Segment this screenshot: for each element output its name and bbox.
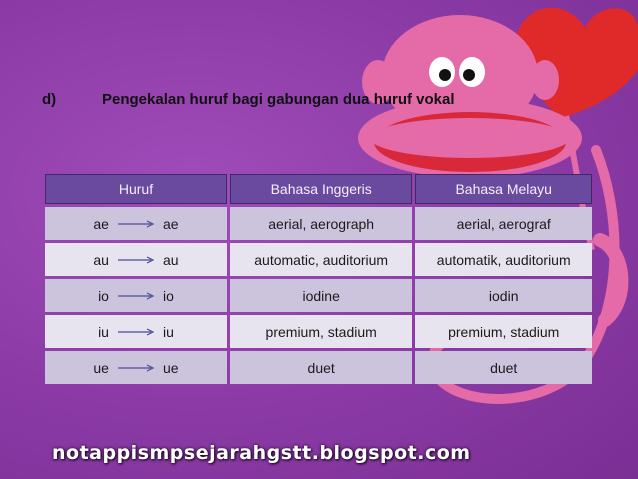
right-arrow-icon [117, 255, 155, 265]
table-header-row [45, 174, 592, 204]
cell-huruf [45, 279, 227, 312]
huruf-to: iu [162, 323, 174, 340]
section-title: Pengekalan huruf bagi gabungan dua huruf vokal [102, 91, 455, 108]
huruf-from: ue [93, 359, 109, 376]
huruf-from: io [98, 287, 109, 304]
cell-inggeris: premium, stadium [230, 315, 412, 348]
cell-huruf [45, 207, 227, 240]
right-arrow-icon [117, 327, 155, 337]
table-row [45, 207, 592, 240]
cell-melayu: duet [415, 351, 592, 384]
vowel-table [42, 171, 595, 387]
table-row [45, 279, 592, 312]
table-row [45, 315, 592, 348]
huruf-from: iu [98, 323, 109, 340]
header-bahasa-inggeris: Bahasa Inggeris [230, 174, 412, 204]
huruf-to: ae [162, 215, 179, 232]
blog-watermark: notappismpsejarahgstt.blogspot.com [52, 442, 471, 464]
cell-huruf [45, 351, 227, 384]
cell-inggeris: aerial, aerograph [230, 207, 412, 240]
cell-melayu: iodin [415, 279, 592, 312]
huruf-to: io [162, 287, 174, 304]
huruf-to: ue [162, 359, 179, 376]
table-row [45, 351, 592, 384]
header-bahasa-melayu: Bahasa Melayu [415, 174, 592, 204]
cell-inggeris: automatic, auditorium [230, 243, 412, 276]
cell-inggeris: iodine [230, 279, 412, 312]
huruf-to: au [162, 251, 179, 268]
section-heading [42, 91, 562, 108]
table-row [45, 243, 592, 276]
header-huruf: Huruf [45, 174, 227, 204]
huruf-from: ae [93, 215, 109, 232]
right-arrow-icon [117, 291, 155, 301]
right-arrow-icon [117, 219, 155, 229]
cell-melayu: premium, stadium [415, 315, 592, 348]
right-arrow-icon [117, 363, 155, 373]
cell-melayu: aerial, aerograf [415, 207, 592, 240]
section-label: d) [42, 91, 57, 108]
cell-huruf [45, 315, 227, 348]
huruf-from: au [93, 251, 109, 268]
cell-inggeris: duet [230, 351, 412, 384]
cell-huruf [45, 243, 227, 276]
cell-melayu: automatik, auditorium [415, 243, 592, 276]
